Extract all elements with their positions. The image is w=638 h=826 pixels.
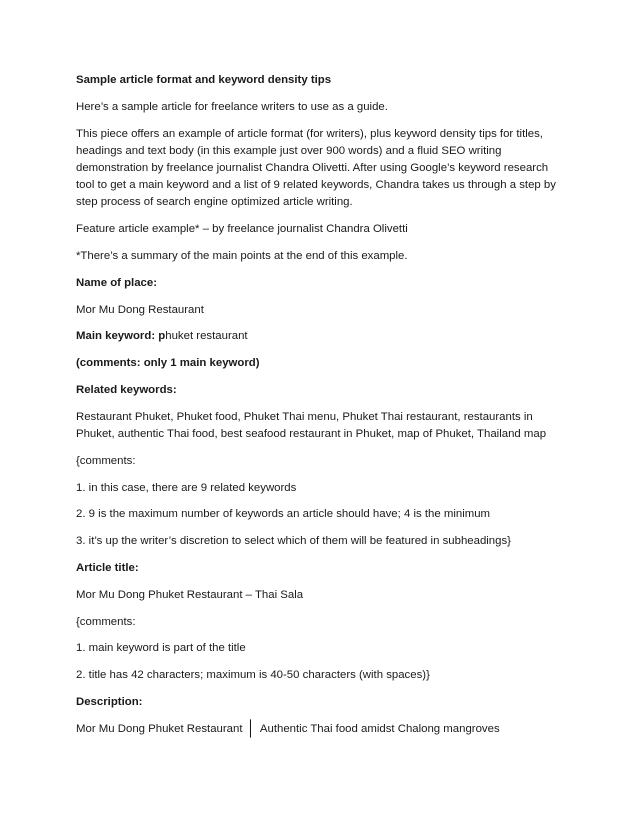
article-title-label: Article title: xyxy=(76,561,139,574)
name-of-place-value: Mor Mu Dong Restaurant xyxy=(76,303,204,316)
overview-paragraph: This piece offers an example of article format (for writers), plus keyword density tips for titles, headings and text body (in this example just over 900 words) and a fluid SEO writing demonstration by freelance journalist Chandra Olivetti. After using Google’s keyword research tool to get a main keyword and a list of 9 related keywords, Chandra takes us through a step by step process of search engine optimized article writing. xyxy=(76,127,556,209)
title-comments-open: {comments: xyxy=(76,615,136,628)
summary-note: *There’s a summary of the main points at the end of this example. xyxy=(76,250,408,262)
main-keyword-label: Main keyword: xyxy=(76,330,159,343)
main-keyword-first-letter: p xyxy=(158,330,166,343)
intro-paragraph: Here’s a sample article for freelance writers to use as a guide. xyxy=(76,100,388,113)
document-heading: Sample article format and keyword density tips xyxy=(76,74,332,86)
main-keyword-comment: (comments: only 1 main keyword) xyxy=(76,357,260,370)
related-comments-open: {comments: xyxy=(76,454,136,467)
article-title-value: Mor Mu Dong Phuket Restaurant – Thai Sala xyxy=(76,588,304,601)
title-comment-item: 2. title has 42 characters; maximum is 40-50 characters (with spaces)} xyxy=(76,669,430,682)
related-comment-item: 2. 9 is the maximum number of keywords an article should have; 4 is the minimum xyxy=(76,508,491,521)
related-comment-item: 3. it’s up the writer’s discretion to select which of them will be featured in subheadings} xyxy=(76,535,511,548)
description-left: Mor Mu Dong Phuket Restaurant xyxy=(76,722,243,735)
related-comment-item: 1. in this case, there are 9 related keywords xyxy=(76,481,297,494)
main-keyword-line xyxy=(76,328,566,345)
title-comment-item: 1. main keyword is part of the title xyxy=(76,642,246,655)
description-separator: │ xyxy=(246,719,256,737)
main-keyword-rest: huket restaurant xyxy=(165,330,248,343)
name-of-place-label: Name of place: xyxy=(76,276,158,289)
related-keywords-label: Related keywords: xyxy=(76,383,177,396)
description-line xyxy=(76,721,566,738)
description-right: Authentic Thai food amidst Chalong mangroves xyxy=(259,722,500,735)
related-keywords-value: Restaurant Phuket, Phuket food, Phuket Thai menu, Phuket Thai restaurant, restaurants in Phuket, authentic Thai food, best seafood restaurant in Phuket, map of Phuket, Thailand map xyxy=(76,410,547,440)
feature-line: Feature article example* – by freelance journalist Chandra Olivetti xyxy=(76,223,408,236)
document-page xyxy=(76,72,566,748)
description-label: Description: xyxy=(76,695,143,708)
